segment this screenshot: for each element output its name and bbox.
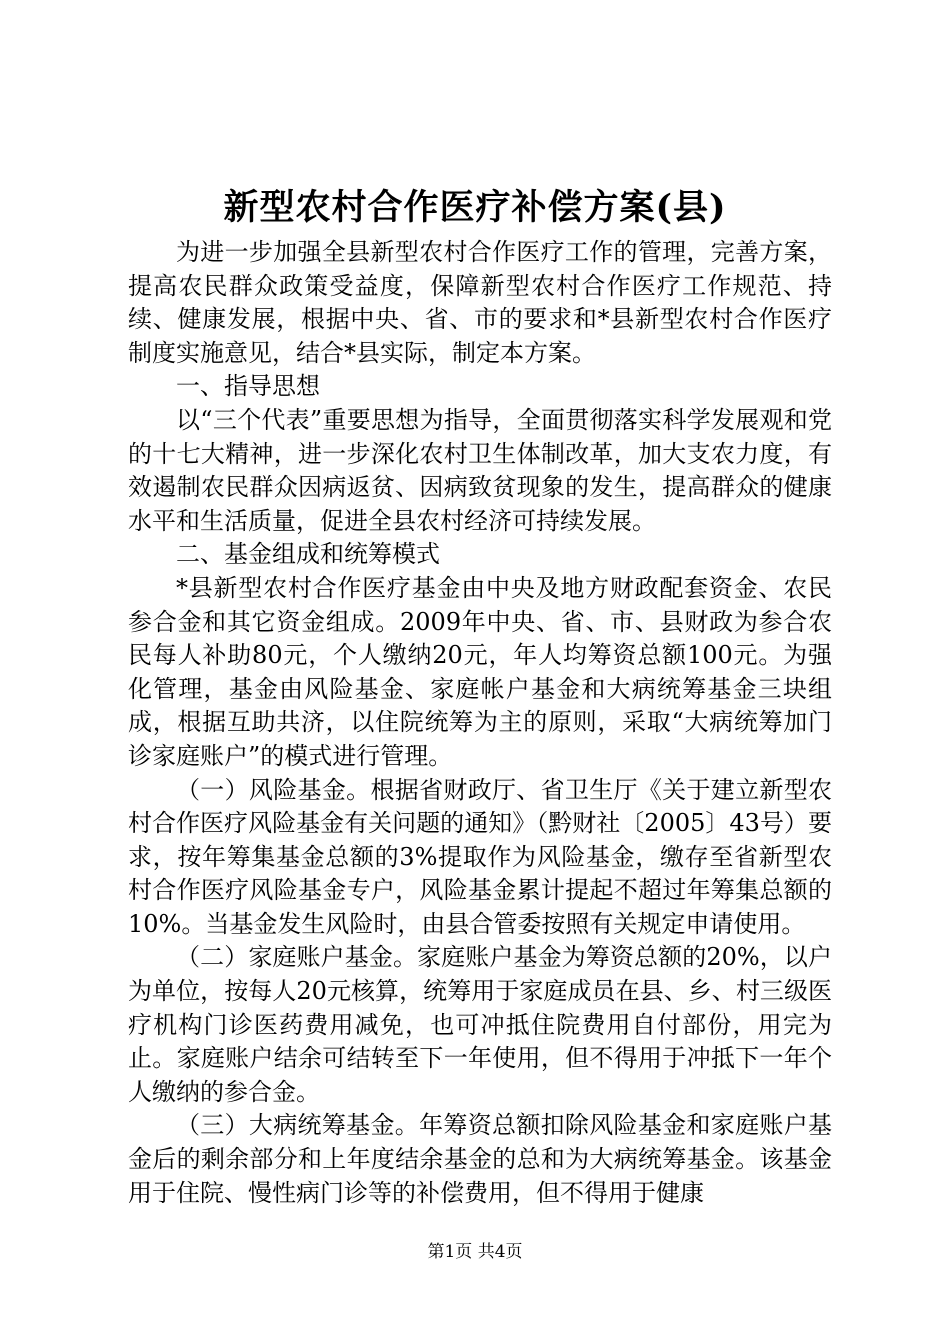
paragraph-major-illness-fund: （三）大病统筹基金。年筹资总额扣除风险基金和家庭账户基金后的剩余部分和上年度结余基金的总和为大病统筹基金。该基金用于住院、慢性病门诊等的补偿费用，但不得用于健康 [128,1111,832,1207]
paragraph-family-account-fund: （二）家庭账户基金。家庭账户基金为筹资总额的20%，以户为单位，按每人20元核算，统筹用于家庭成员在县、乡、村三级医疗机构门诊医药费用减免，也可冲抵住院费用自付部份，用完为止。家庭账户结余可结转至下一年使用，但不得用于冲抵下一年个人缴纳的参合金。 [128,943,832,1106]
document-title: 新型农村合作医疗补偿方案(县) [223,187,727,228]
section-heading-fund-composition: 二、基金组成和统筹模式 [176,540,440,569]
paragraph-fund-composition: *县新型农村合作医疗基金由中央及地方财政配套资金、农民参合金和其它资金组成。2009年中央、省、市、县财政为参合农民每人补助80元，个人缴纳20元，年人均筹资总额100元。为强化管理，基金由风险基金、家庭帐户基金和大病统筹基金三块组成，根据互助共济，以住院统筹为主的原则，采取“大病统筹加门诊家庭账户”的模式进行管理。 [128,573,832,770]
document-body [128,236,832,1210]
section-heading-guiding-ideology: 一、指导思想 [176,372,320,401]
paragraph-intro: 为进一步加强全县新型农村合作医疗工作的管理，完善方案，提高农民群众政策受益度，保障新型农村合作医疗工作规范、持续、健康发展，根据中央、省、市的要求和*县新型农村合作医疗制度实施意见，结合*县实际，制定本方案。 [128,238,832,367]
paragraph-guiding-ideology: 以“三个代表”重要思想为指导，全面贯彻落实科学发展观和党的十七大精神，进一步深化农村卫生体制改革，加大支农力度，有效遏制农民群众因病返贫、因病致贫现象的发生，提高群众的健康水平和生活质量，促进全县农村经济可持续发展。 [128,405,832,535]
page-number: 第1页 共4页 [427,1242,523,1262]
paragraph-risk-fund: （一）风险基金。根据省财政厅、省卫生厅《关于建立新型农村合作医疗风险基金有关问题的通知》（黔财社〔2005〕43号）要求，按年筹集基金总额的3%提取作为风险基金，缴存至省新型农村合作医疗风险基金专户，风险基金累计提起不超过年筹集总额的10%。当基金发生风险时，由县合管委按照有关规定申请使用。 [128,775,832,938]
